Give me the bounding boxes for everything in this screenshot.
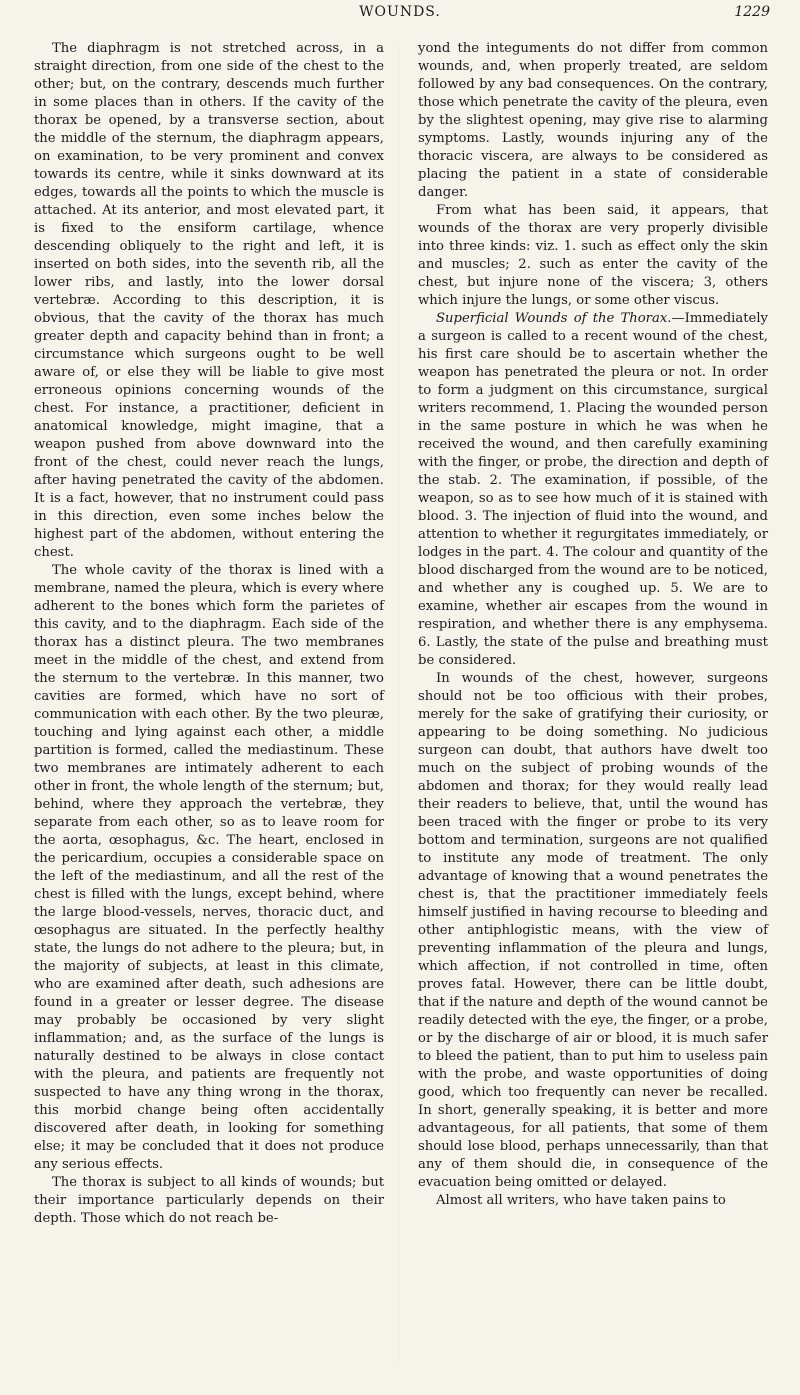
page-number: 1229 [734, 4, 770, 20]
paragraph: The diaphragm is not stretched across, in a straight direction, from one side of the chest to the other; but, on the contrary, descends much further in some places than in others. If the cavity of the thorax be opened, by a transverse section, about the middle of the sternum, the diaphragm appears, on examination, to be very prominent and convex towards its centre, while it sinks downward at its edges, towards all the points to which the muscle is attached. At its anterior, and most elevated part, it is fixed to the ensiform cartilage, whence descending obliquely to the right and left, it is inserted on both sides, into the seventh rib, all the lower ribs, and lastly, into the lower dorsal vertebræ. According to this description, it is obvious, that the cavity of the thorax has much greater depth and capacity behind than in front; a circumstance which surgeons ought to be well aware of, or else they will be liable to give most erroneous opinions concerning wounds of the chest. For instance, a practitioner, deficient in anatomical knowledge, might imagine, that a weapon pushed from above downward into the front of the chest, could never reach the lungs, after having penetrated the cavity of the abdomen. It is a fact, however, that no instrument could pass in this direction, even some inches below the highest part of the abdomen, without entering the chest. [34, 41, 384, 560]
section-paragraph [418, 310, 768, 670]
section-heading: Superficial Wounds of the Thorax. [436, 311, 672, 326]
running-title: WOUNDS. [359, 4, 441, 20]
right-column [418, 40, 768, 1210]
paragraph: The whole cavity of the thorax is lined with a membrane, named the pleura, which is every where adherent to the bones which form the parietes of this cavity, and to the diaphragm. Each side of the thorax has a distinct pleura. The two membranes meet in the middle of the chest, and extend from the sternum to the vertebræ. In this manner, two cavities are formed, which have no sort of communication with each other. By the two pleuræ, touching and lying against each other, a middle partition is formed, called the mediastinum. These two membranes are intimately adherent to each other in front, the whole length of the sternum; but, behind, where they approach the vertebræ, they separate from each other, so as to leave room for the aorta, œsophagus, &c. The heart, enclosed in the pericardium, occupies a considerable space on the left of the mediastinum, and all the rest of the chest is filled with the lungs, except behind, where the large blood-vessels, nerves, thoracic duct, and œsophagus are situated. In the perfectly healthy state, the lungs do not adhere to the pleura; but, in the majority of subjects, at least in this climate, who are examined after death, such adhesions are found in a greater or lesser degree. The disease may probably be occasioned by very slight inflammation; and, as the surface of the lungs is naturally destined to be always in close contact with the pleura, and patients are frequently not suspected to have any thing wrong in the thorax, this morbid change being often accidentally discovered after death, in looking for something else; it may be concluded that it does not produce any serious effects. [34, 563, 384, 1172]
running-head [0, 4, 800, 26]
paragraph: In wounds of the chest, however, surgeons should not be too officious with their probes, merely for the sake of gratifying their curiosity, or appearing to be doing something. No judicious surgeon can doubt, that authors have dwelt too much on the subject of probing wounds of the abdomen and thorax; for they would really lead their readers to believe, that, until the wound has been traced with the finger or probe to its very bottom and termination, surgeons are not qualified to institute any mode of treatment. The only advantage of knowing that a wound penetrates the chest is, that the practitioner immediately feels himself justified in having recourse to bleeding and other antiphlogistic means, with the view of preventing inflammation of the pleura and lungs, which affection, if not controlled in time, often proves fatal. However, there can be little doubt, that if the nature and depth of the wound cannot be readily detected with the eye, the finger, or a probe, or by the discharge of air or blood, it is much safer to bleed the patient, than to put him to useless pain with the probe, and waste opportunities of doing good, which too frequently can never be recalled. In short, generally speaking, it is better and more advantageous, for all patients, that some of them should lose blood, perhaps unnecessarily, than that any of them should die, in consequence of the evacuation being omitted or delayed. [418, 671, 768, 1190]
paragraph: Almost all writers, who have taken pains to [436, 1193, 726, 1208]
column-gutter [398, 44, 399, 1364]
paragraph: From what has been said, it appears, that wounds of the thorax are very properly divisible into three kinds: viz. 1. such as effect only the skin and muscles; 2. such as enter the cavity of the chest, but injure none of the viscera; 3, others which injure the lungs, or some other viscus. [418, 203, 768, 308]
left-column [34, 40, 384, 1228]
section-text: —Immediately a surgeon is called to a recent wound of the chest, his first care should be to ascertain whether the weapon has penetrated the pleura or not. In order to form a judgment on this circumstance, surgical writers recommend, 1. Placing the wounded person in the same posture in which he was when he received the wound, and then carefully examining with the finger, or probe, the direction and depth of the stab. 2. The examination, if possible, of the weapon, so as to see how much of it is stained with blood. 3. The injection of fluid into the wound, and attention to whether it regurgitates immediately, or lodges in the part. 4. The colour and quantity of the blood discharged from the wound are to be noticed, and whether any is coughed up. 5. We are to examine, whether air escapes from the wound in respiration, and whether there is any emphysema. 6. Lastly, the state of the pulse and breathing must be considered. [418, 311, 768, 668]
paragraph: yond the integuments do not differ from common wounds, and, when properly treated, are seldom followed by any bad consequences. On the contrary, those which penetrate the cavity of the pleura, even by the slightest opening, may give rise to alarming symptoms. Lastly, wounds injuring any of the thoracic viscera, are always to be considered as placing the patient in a state of considerable danger. [418, 41, 768, 200]
paragraph: The thorax is subject to all kinds of wounds; but their importance particularly depends on their depth. Those which do not reach be- [34, 1175, 384, 1226]
